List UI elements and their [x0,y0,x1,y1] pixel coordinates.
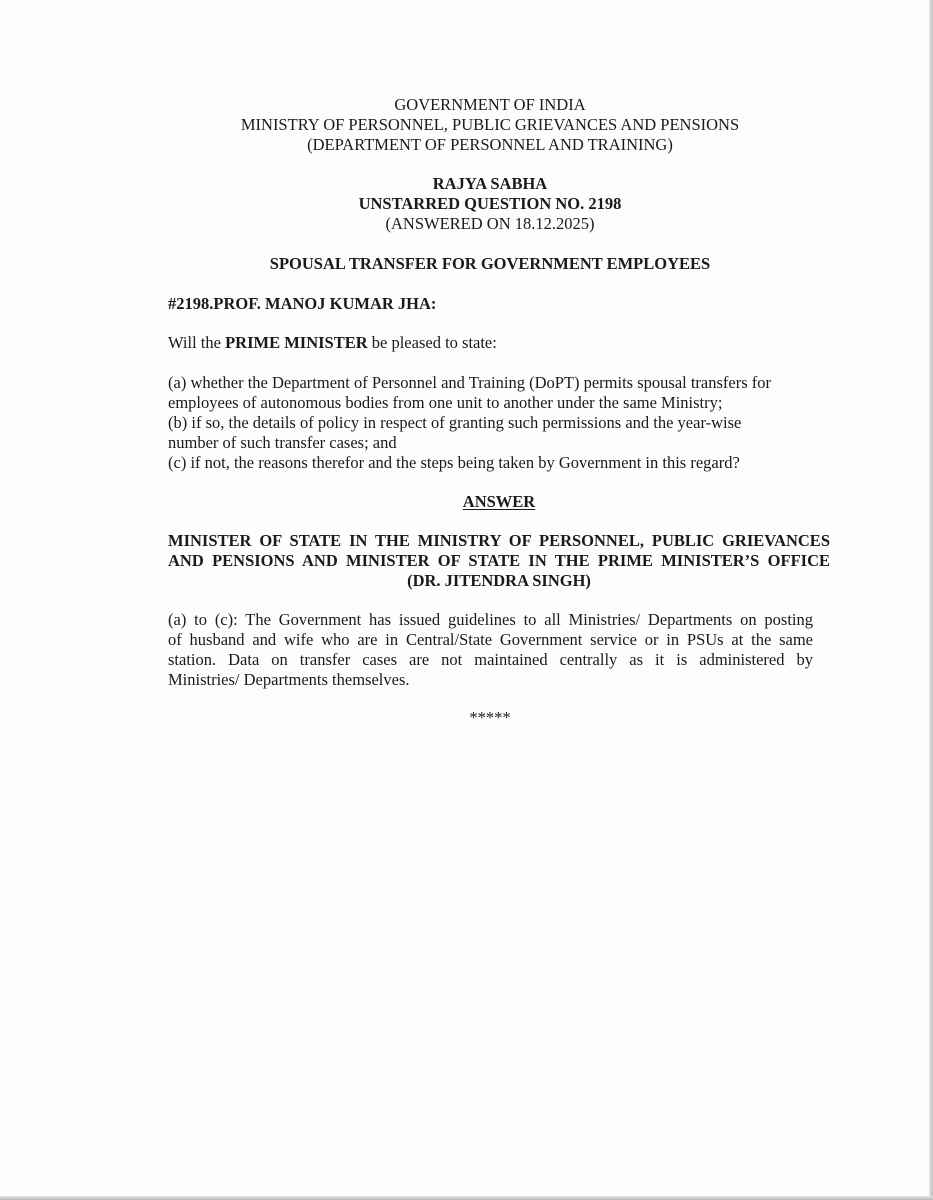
answer-heading-text: ANSWER [462,492,536,511]
question-header [0,174,933,234]
answer-body [168,610,813,690]
request-addressee: PRIME MINISTER [225,333,368,352]
question-line: number of such transfer cases; and [168,433,397,452]
minister-line: MINISTER OF STATE IN THE MINISTRY OF PERSONNEL, PUBLIC GRIEVANCES [168,531,830,550]
request-suffix: be pleased to state: [367,333,497,352]
scan-edge-right [929,0,933,1200]
question-body [168,373,818,473]
question-subject [0,254,933,274]
answer-line: of husband and wife who are in Central/State Government service or in PSUs at the same [168,630,813,649]
department-title: (DEPARTMENT OF PERSONNEL AND TRAINING) [307,135,673,154]
answered-date: (ANSWERED ON 18.12.2025) [385,214,595,233]
answer-line: Ministries/ Departments themselves. [168,670,410,689]
government-title: GOVERNMENT OF INDIA [394,95,586,114]
scan-edge-bottom [0,1196,933,1200]
answer-line: station. Data on transfer cases are not maintained centrally as it is administered by [168,650,813,669]
minister-name: (DR. JITENDRA SINGH) [407,571,591,590]
end-of-document-mark: ***** [469,708,511,727]
question-line: (c) if not, the reasons therefor and the steps being taken by Government in this regard? [168,453,740,472]
answer-heading [0,492,933,512]
question-number: UNSTARRED QUESTION NO. 2198 [358,194,622,213]
ministry-title: MINISTRY OF PERSONNEL, PUBLIC GRIEVANCES AND PENSIONS [240,115,740,134]
request-line [168,333,497,353]
subject-text: SPOUSAL TRANSFER FOR GOVERNMENT EMPLOYEES [269,254,711,273]
answer-line: (a) to (c): The Government has issued guidelines to all Ministries/ Departments on posting [168,610,813,629]
request-prefix: Will the [168,333,226,352]
question-line: (a) whether the Department of Personnel and Training (DoPT) permits spousal transfers for [168,373,772,392]
question-asker: #2198.PROF. MANOJ KUMAR JHA: [168,294,437,313]
minister-line: AND PENSIONS AND MINISTER OF STATE IN THE PRIME MINISTER’S OFFICE [168,551,830,570]
question-line: (b) if so, the details of policy in respect of granting such permissions and the year-wise [168,413,742,432]
house-name: RAJYA SABHA [432,174,548,193]
question-line: employees of autonomous bodies from one unit to another under the same Ministry; [168,393,723,412]
minister-designation [168,531,830,591]
document-header [0,95,933,155]
